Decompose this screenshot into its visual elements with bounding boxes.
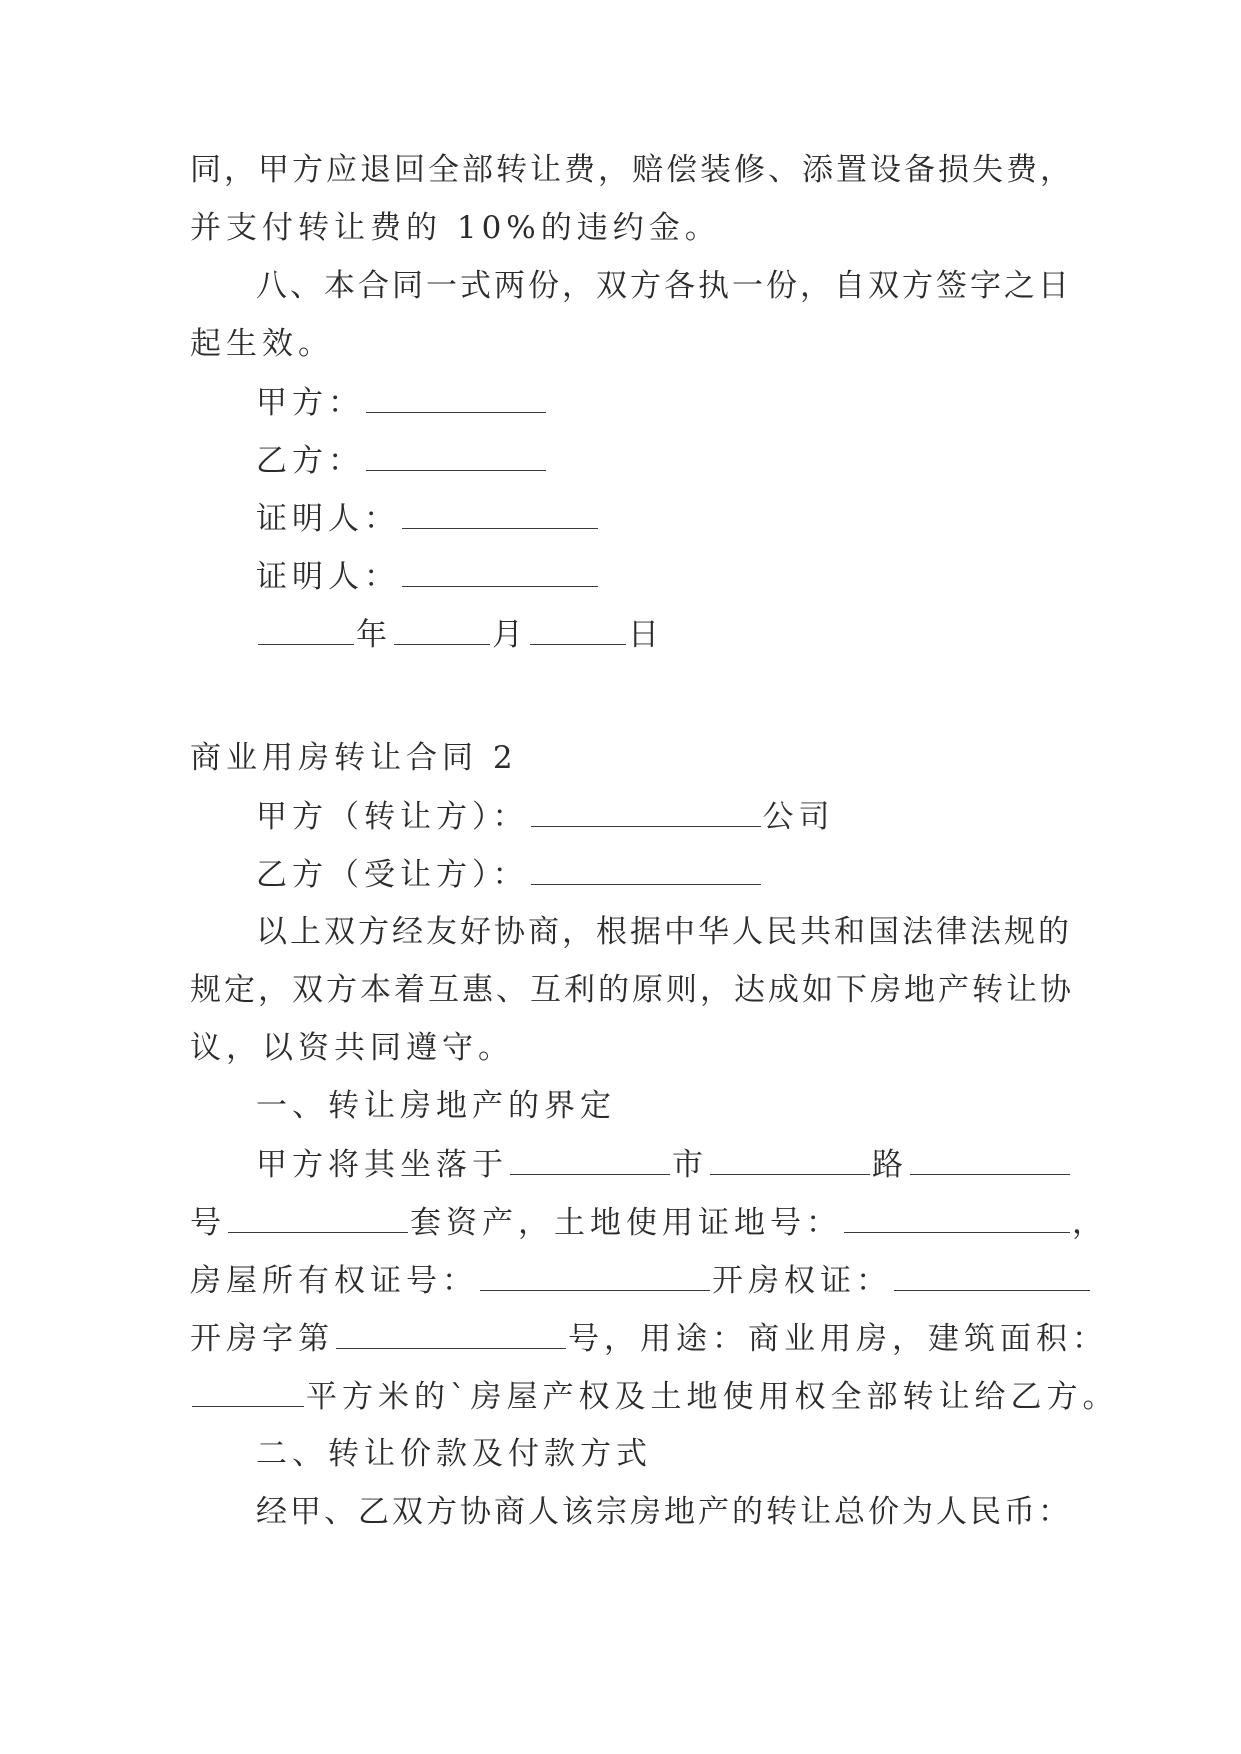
usage-text: 号，用途：商业用房，建筑面积： [568, 1321, 1108, 1357]
contract-title: 商业用房转让合同 2 [190, 740, 518, 776]
road-blank [710, 1144, 870, 1175]
asset-blank [228, 1202, 408, 1233]
asset-line [190, 1202, 1108, 1243]
party-a-blank [366, 382, 546, 413]
witness-blank [402, 498, 598, 529]
party-a-label: 甲方： [256, 385, 364, 421]
transferee-label: 乙方（受让方）： [256, 857, 529, 893]
transferor-label: 甲方（转让方）： [256, 799, 529, 835]
paragraph-line: 经甲、乙双方协商人该宗房地产的转让总价为人民币： [256, 1494, 1072, 1530]
transferor-blank [531, 796, 761, 827]
land-cert-label: 套资产，土地使用证地号： [410, 1205, 842, 1241]
cert-number-blank [336, 1318, 566, 1349]
number-label: 号 [190, 1205, 226, 1241]
transferor-line [256, 796, 835, 837]
location-text: 甲方将其坐落于 [256, 1147, 508, 1183]
land-cert-blank [844, 1202, 1070, 1233]
city-blank [510, 1144, 670, 1175]
party-b-signature-line [256, 440, 548, 481]
ownership-line [190, 1260, 1092, 1301]
cert-number-label: 开房字第 [190, 1321, 334, 1357]
witness-label: 证明人： [256, 559, 400, 595]
witness-signature-line [256, 556, 600, 597]
ownership-blank [480, 1260, 710, 1291]
city-label: 市 [672, 1147, 708, 1183]
paragraph-line: 规定，双方本着互惠、互利的原则，达成如下房地产转让协 [190, 972, 1074, 1008]
witness-label: 证明人： [256, 501, 400, 537]
month-label: 月 [492, 617, 528, 653]
party-b-label: 乙方： [256, 443, 364, 479]
usage-line [190, 1318, 1108, 1359]
area-blank [192, 1376, 304, 1407]
month-blank [394, 614, 490, 645]
paragraph-line: 起生效。 [190, 326, 334, 362]
transferee-line [256, 854, 763, 895]
paragraph-line: 以上双方经友好协商，根据中华人民共和国法律法规的 [256, 914, 1072, 950]
year-label: 年 [356, 617, 392, 653]
party-b-blank [366, 440, 546, 471]
section-heading: 二、转让价款及付款方式 [256, 1436, 652, 1472]
section-heading: 一、转让房地产的界定 [256, 1088, 616, 1124]
paragraph-line: 议，以资共同遵守。 [190, 1030, 514, 1066]
road-label: 路 [872, 1147, 908, 1183]
number-blank [910, 1144, 1070, 1175]
clause-eight: 八、本合同一式两份，双方各执一份，自双方签字之日 [256, 268, 1072, 304]
comma: ， [1072, 1205, 1108, 1241]
area-text: 平方米的`房屋产权及土地使用权全部转让给乙方。 [306, 1379, 1119, 1415]
location-line [256, 1144, 1072, 1185]
witness-blank [402, 556, 598, 587]
company-suffix: 公司 [762, 799, 835, 835]
property-cert-blank [894, 1260, 1090, 1291]
ownership-label: 房屋所有权证号： [190, 1263, 478, 1299]
transferee-blank [531, 854, 761, 885]
year-blank [258, 614, 354, 645]
area-line [190, 1376, 1119, 1417]
day-blank [530, 614, 626, 645]
paragraph-line: 同，甲方应退回全部转让费，赔偿装修、添置设备损失费， [190, 152, 1074, 188]
property-cert-label: 开房权证： [712, 1263, 892, 1299]
witness-signature-line [256, 498, 600, 539]
date-line [256, 614, 664, 655]
paragraph-line: 并支付转让费的 10%的违约金。 [190, 210, 721, 246]
party-a-signature-line [256, 382, 548, 423]
day-label: 日 [628, 617, 664, 653]
